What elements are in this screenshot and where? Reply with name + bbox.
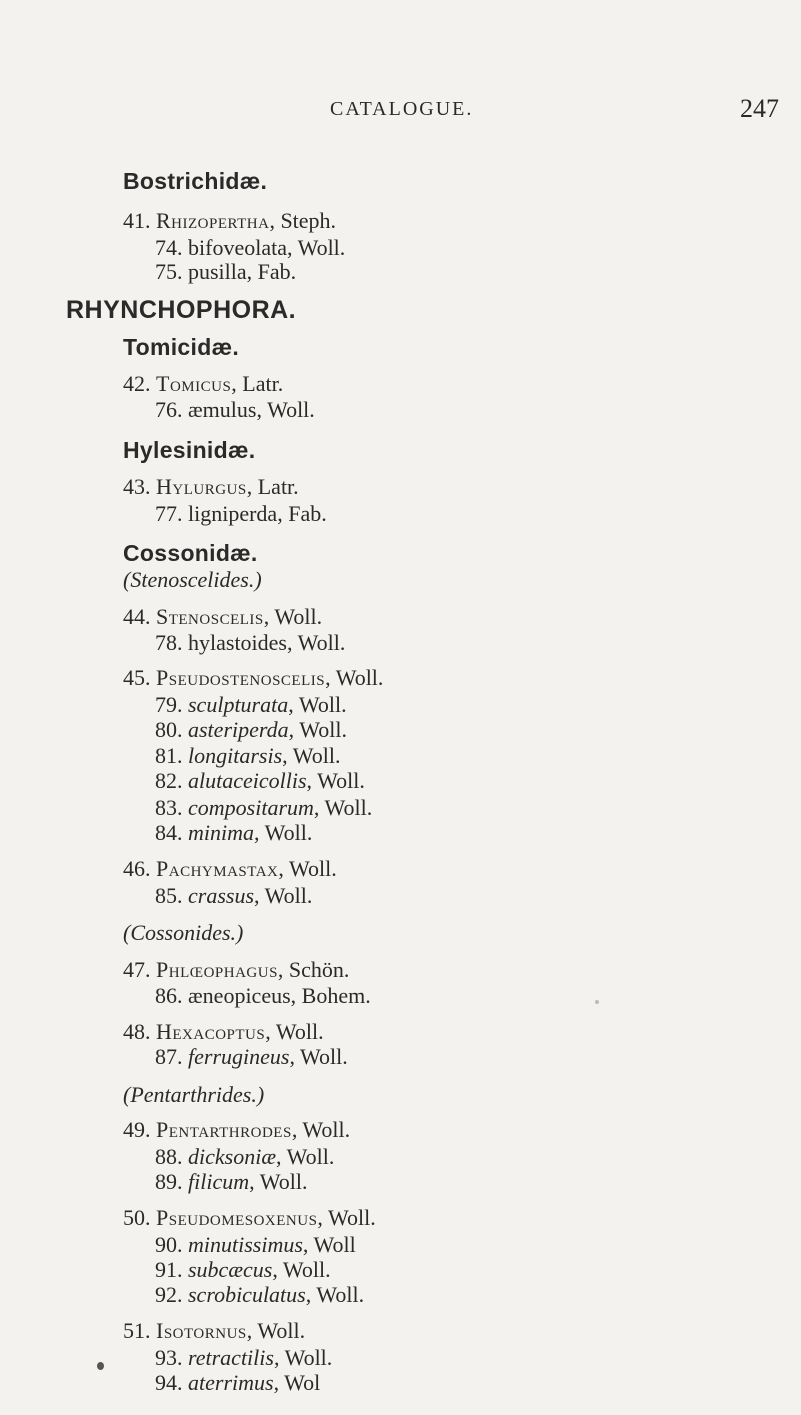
genus-entry (123, 371, 283, 397)
species-name: hylastoides (188, 630, 287, 655)
entry-number: 50. (123, 1205, 151, 1230)
entry-number: 79. (155, 692, 183, 717)
genus-entry (123, 604, 322, 630)
species-entry (155, 1370, 320, 1396)
page-number: 247 (740, 94, 779, 123)
genus-name: Isotornus (156, 1318, 247, 1343)
genus-entry (123, 1205, 376, 1231)
author-citation: , Woll. (288, 717, 347, 742)
author-citation: , Latr. (231, 371, 284, 396)
entry-number: 43. (123, 474, 151, 499)
author-citation: , Woll. (254, 883, 313, 908)
entry-number: 87. (155, 1044, 183, 1069)
species-name: bifoveolata (188, 235, 287, 260)
species-name: minutissimus (188, 1232, 303, 1257)
species-name: asteriperda (188, 717, 289, 742)
entry-number: 90. (155, 1232, 183, 1257)
species-name: filicum (188, 1169, 250, 1194)
genus-name: Pseudomesoxenus (156, 1205, 318, 1230)
entry-number: 86. (155, 983, 183, 1008)
species-entry (155, 820, 312, 846)
species-entry (155, 1232, 356, 1258)
genus-name: Pachymastax (156, 856, 279, 881)
species-entry (155, 1282, 364, 1308)
entry-number: 46. (123, 856, 151, 881)
species-name: aterrimus (188, 1370, 274, 1395)
species-entry (155, 1144, 334, 1170)
author-citation: , Woll. (306, 768, 365, 793)
entry-number: 81. (155, 743, 183, 768)
author-citation: , Woll (302, 1232, 356, 1257)
entry-number: 44. (123, 604, 151, 629)
species-name: æmulus (188, 397, 257, 422)
entry-number: 83. (155, 795, 183, 820)
entry-number: 80. (155, 717, 183, 742)
species-name: æneopiceus (188, 983, 291, 1008)
species-entry (155, 983, 371, 1009)
species-name: minima (188, 820, 254, 845)
entry-number: 89. (155, 1169, 183, 1194)
author-citation: , Fab. (246, 259, 297, 284)
species-entry (155, 883, 312, 909)
author-citation: , Latr. (246, 474, 299, 499)
group-heading: (Stenoscelides.) (123, 567, 262, 592)
author-citation: , Woll. (276, 1144, 335, 1169)
genus-name: Rhizopertha (156, 208, 270, 233)
species-entry (155, 743, 340, 769)
family-heading: Cossonidæ. (123, 540, 258, 566)
species-name: subcæcus (188, 1257, 273, 1282)
author-citation: , Woll. (256, 397, 315, 422)
author-citation: , Woll. (249, 1169, 308, 1194)
species-name: ligniperda (188, 501, 278, 526)
species-name: ferrugineus (188, 1044, 290, 1069)
author-citation: , Woll. (288, 692, 347, 717)
species-entry (155, 795, 372, 821)
species-name: pusilla (188, 259, 247, 284)
entry-number: 76. (155, 397, 183, 422)
entry-number: 82. (155, 768, 183, 793)
species-name: longitarsis (188, 743, 283, 768)
author-citation: , Woll. (287, 630, 346, 655)
entry-number: 49. (123, 1117, 151, 1142)
entry-number: 74. (155, 235, 183, 260)
genus-name: Tomicus (156, 371, 232, 396)
running-head: CATALOGUE. (330, 98, 474, 120)
species-entry (155, 717, 347, 743)
author-citation: , Woll. (278, 856, 337, 881)
author-citation: , Steph. (269, 208, 337, 233)
genus-name: Pentarthrodes (156, 1117, 292, 1142)
entry-number: 94. (155, 1370, 183, 1395)
entry-number: 48. (123, 1019, 151, 1044)
entry-number: 51. (123, 1318, 151, 1343)
species-name: alutaceicollis (188, 768, 307, 793)
genus-name: Phlœophagus (156, 957, 278, 982)
author-citation: , Woll. (273, 1345, 333, 1370)
author-citation: , Woll. (254, 820, 313, 845)
author-citation: , Woll. (263, 604, 323, 629)
genus-entry (123, 1318, 305, 1344)
entry-number: 47. (123, 957, 151, 982)
species-entry (155, 235, 345, 261)
genus-entry (123, 474, 299, 500)
author-citation: , Schön. (277, 957, 350, 982)
author-citation: , Woll. (313, 795, 373, 820)
family-heading: Tomicidæ. (123, 334, 240, 360)
entry-number: 92. (155, 1282, 183, 1307)
species-entry (155, 1345, 332, 1371)
species-name: crassus (188, 883, 255, 908)
ink-speck (595, 1000, 599, 1004)
species-name: sculpturata (188, 692, 289, 717)
genus-entry (123, 957, 349, 983)
species-name: dicksoniæ (188, 1144, 276, 1169)
entry-number: 85. (155, 883, 183, 908)
species-entry (155, 768, 365, 794)
genus-name: Hylurgus (156, 474, 247, 499)
species-entry (155, 1169, 307, 1195)
author-citation: , Woll. (291, 1117, 351, 1142)
group-heading: (Pentarthrides.) (123, 1082, 265, 1107)
author-citation: , Woll. (265, 1019, 324, 1044)
author-citation: , Woll. (305, 1282, 365, 1307)
entry-number: 77. (155, 501, 183, 526)
author-citation: , Woll. (317, 1205, 376, 1230)
suborder-heading: RHYNCHOPHORA. (66, 296, 297, 324)
species-entry (155, 501, 327, 527)
author-citation: , Woll. (286, 235, 346, 260)
ink-speck (97, 1362, 104, 1370)
genus-entry (123, 208, 336, 234)
entry-number: 78. (155, 630, 183, 655)
species-entry (155, 397, 315, 423)
genus-entry (123, 1117, 350, 1143)
species-name: scrobiculatus (188, 1282, 306, 1307)
entry-number: 42. (123, 371, 151, 396)
entry-number: 91. (155, 1257, 183, 1282)
genus-entry (123, 856, 337, 882)
entry-number: 88. (155, 1144, 183, 1169)
entry-number: 84. (155, 820, 183, 845)
species-entry (155, 259, 296, 285)
species-name: retractilis (188, 1345, 274, 1370)
family-heading: Bostrichidæ. (123, 168, 268, 194)
entry-number: 41. (123, 208, 151, 233)
species-name: compositarum (188, 795, 314, 820)
species-entry (155, 1257, 331, 1283)
author-citation: , Wol (273, 1370, 321, 1395)
genus-entry (123, 665, 383, 691)
species-entry (155, 1044, 348, 1070)
entry-number: 45. (123, 665, 151, 690)
entry-number: 93. (155, 1345, 183, 1370)
species-entry (155, 692, 347, 718)
species-entry (155, 630, 345, 656)
author-citation: , Woll. (246, 1318, 306, 1343)
genus-name: Stenoscelis (156, 604, 264, 629)
genus-name: Pseudostenoscelis (156, 665, 326, 690)
author-citation: , Woll. (272, 1257, 331, 1282)
genus-entry (123, 1019, 324, 1045)
author-citation: , Woll. (289, 1044, 348, 1069)
genus-name: Hexacoptus (156, 1019, 266, 1044)
entry-number: 75. (155, 259, 183, 284)
group-heading: (Cossonides.) (123, 920, 244, 945)
author-citation: , Bohem. (290, 983, 371, 1008)
author-citation: , Woll. (282, 743, 341, 768)
author-citation: , Fab. (277, 501, 327, 526)
family-heading: Hylesinidæ. (123, 437, 256, 463)
author-citation: , Woll. (325, 665, 384, 690)
